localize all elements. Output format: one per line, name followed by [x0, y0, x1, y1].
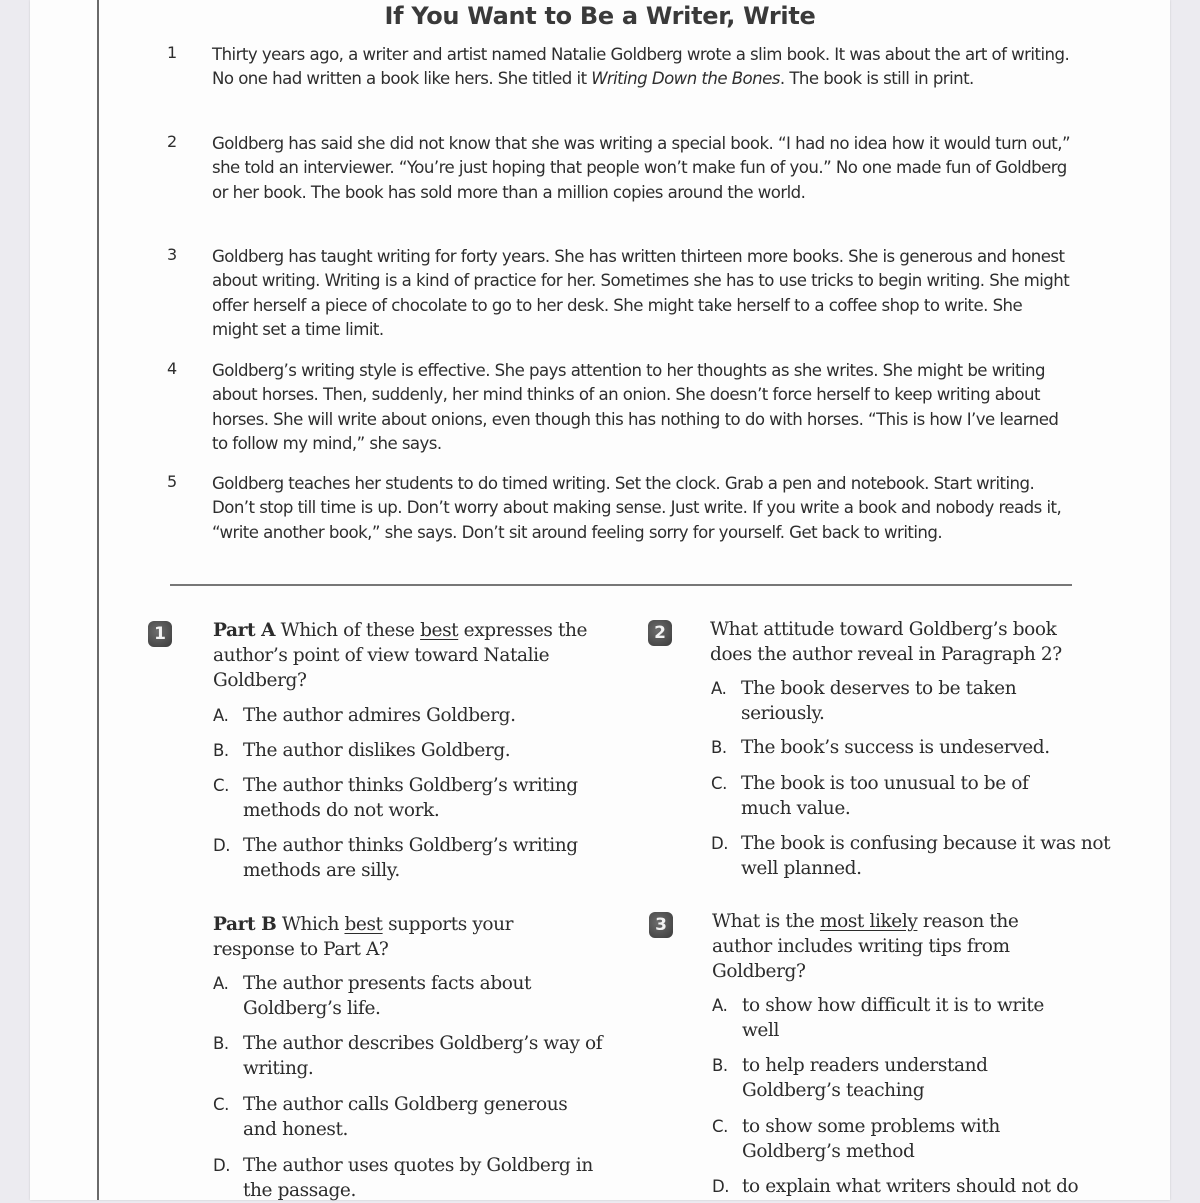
option-text: The author thinks Goldberg’s writing methods are silly. — [243, 835, 578, 881]
paragraph-number: 1 — [167, 43, 178, 62]
paragraph-number: 3 — [167, 245, 178, 264]
option-text: The author calls Goldberg generous and honest. — [243, 1094, 568, 1140]
option-text: to help readers understand Goldberg’s teaching — [742, 1055, 988, 1101]
option-text: The author uses quotes by Goldberg in the passage. — [243, 1155, 593, 1201]
question-2-stem: What attitude toward Goldberg’s book does the author reveal in Paragraph 2? — [710, 619, 1062, 665]
option-text: to show some problems with Goldberg’s method — [742, 1116, 1000, 1162]
option-text: to show how difficult it is to write well — [742, 995, 1044, 1041]
paragraph-number: 2 — [167, 132, 178, 151]
option-text: The book is confusing because it was not well planned. — [741, 833, 1111, 879]
section-divider — [170, 584, 1072, 586]
option-text: The book deserves to be taken seriously. — [741, 678, 1017, 724]
option-text: The author presents facts about Goldberg’s life. — [243, 973, 532, 1019]
paragraph-text: Goldberg has said she did not know that she was writing a special book. “I had no idea how it would turn out,” she told an interviewer. “You’re just hoping that people won’t make fun of you.” No one made fun of Goldberg or her book. The book has sold more than a million copies around the world. — [212, 134, 1071, 202]
paragraph-text: Goldberg teaches her students to do timed writing. Set the clock. Grab a pen and notebook. Start writing. Don’t stop till time is up. Don’t worry about making sense. Just write. If you write a book and nobody reads it, “write another book,” she says. Don’t sit around feeling sorry for yourself. Get back to writing. — [212, 474, 1062, 542]
paragraph-text: Goldberg’s writing style is effective. She pays attention to her thoughts as she writes. She might be writing about horses. Then, suddenly, her mind thinks of an onion. She doesn’t force herself to keep writing about horses. She will write about onions, even though this has nothing to do with horses. “This is how I’ve learned to follow my mind,” she says. — [212, 361, 1059, 453]
option-letter: A. — [213, 974, 229, 993]
option-letter: A. — [711, 679, 727, 698]
option-text: The author dislikes Goldberg. — [243, 740, 511, 761]
option-letter: C. — [712, 1117, 728, 1136]
paragraph-number: 5 — [167, 472, 178, 491]
option-text: The book’s success is undeserved. — [741, 737, 1050, 758]
option-letter: B. — [712, 1056, 728, 1075]
option-letter: C. — [213, 1095, 229, 1114]
question-1-part-b-stem: Part B Which best supports your response to Part A? — [213, 914, 514, 960]
option-letter: A. — [712, 996, 728, 1015]
paragraph-text: Goldberg has taught writing for forty years. She has written thirteen more books. She is generous and honest about writing. Writing is a kind of practice for her. Sometimes she has to use tricks to begin writing. She might offer herself a piece of chocolate to go to her desk. She might take herself to a coffee shop to write. She might set a time limit. — [212, 247, 1070, 339]
margin-line — [97, 0, 99, 1200]
option-letter: C. — [213, 776, 229, 795]
option-letter: B. — [213, 741, 229, 760]
question-number-badge: 1 — [148, 621, 172, 647]
document-page — [30, 0, 1170, 1200]
passage-title: If You Want to Be a Writer, Write — [384, 2, 816, 30]
option-letter: B. — [213, 1034, 229, 1053]
paragraph-number: 4 — [167, 359, 178, 378]
option-text: The book is too unusual to be of much value. — [741, 773, 1029, 819]
option-text: The author admires Goldberg. — [243, 705, 516, 726]
option-text: The author thinks Goldberg’s writing methods do not work. — [243, 775, 578, 821]
option-text: The author describes Goldberg’s way of writing. — [243, 1033, 603, 1079]
option-letter: B. — [711, 738, 727, 757]
option-letter: D. — [712, 1177, 730, 1196]
question-1-part-a-stem: Part A Which of these best expresses the author’s point of view toward Natalie Goldberg? — [213, 620, 588, 691]
option-text: to explain what writers should not do — [742, 1176, 1079, 1197]
question-3-stem: What is the most likely reason the author includes writing tips from Goldberg? — [712, 911, 1019, 982]
option-letter: D. — [711, 834, 729, 853]
question-number-badge: 3 — [649, 912, 673, 938]
option-letter: D. — [213, 836, 231, 855]
book-title: Writing Down the Bones — [591, 69, 780, 89]
option-letter: A. — [213, 706, 229, 725]
option-letter: D. — [213, 1156, 231, 1175]
question-number-badge: 2 — [648, 620, 672, 646]
option-letter: C. — [711, 774, 727, 793]
paragraph-text: Thirty years ago, a writer and artist named Natalie Goldberg wrote a slim book. It was about the art of writing. No one had written a book like hers. She titled it Writing Down the Bones. The book is still in print. — [212, 45, 1070, 89]
